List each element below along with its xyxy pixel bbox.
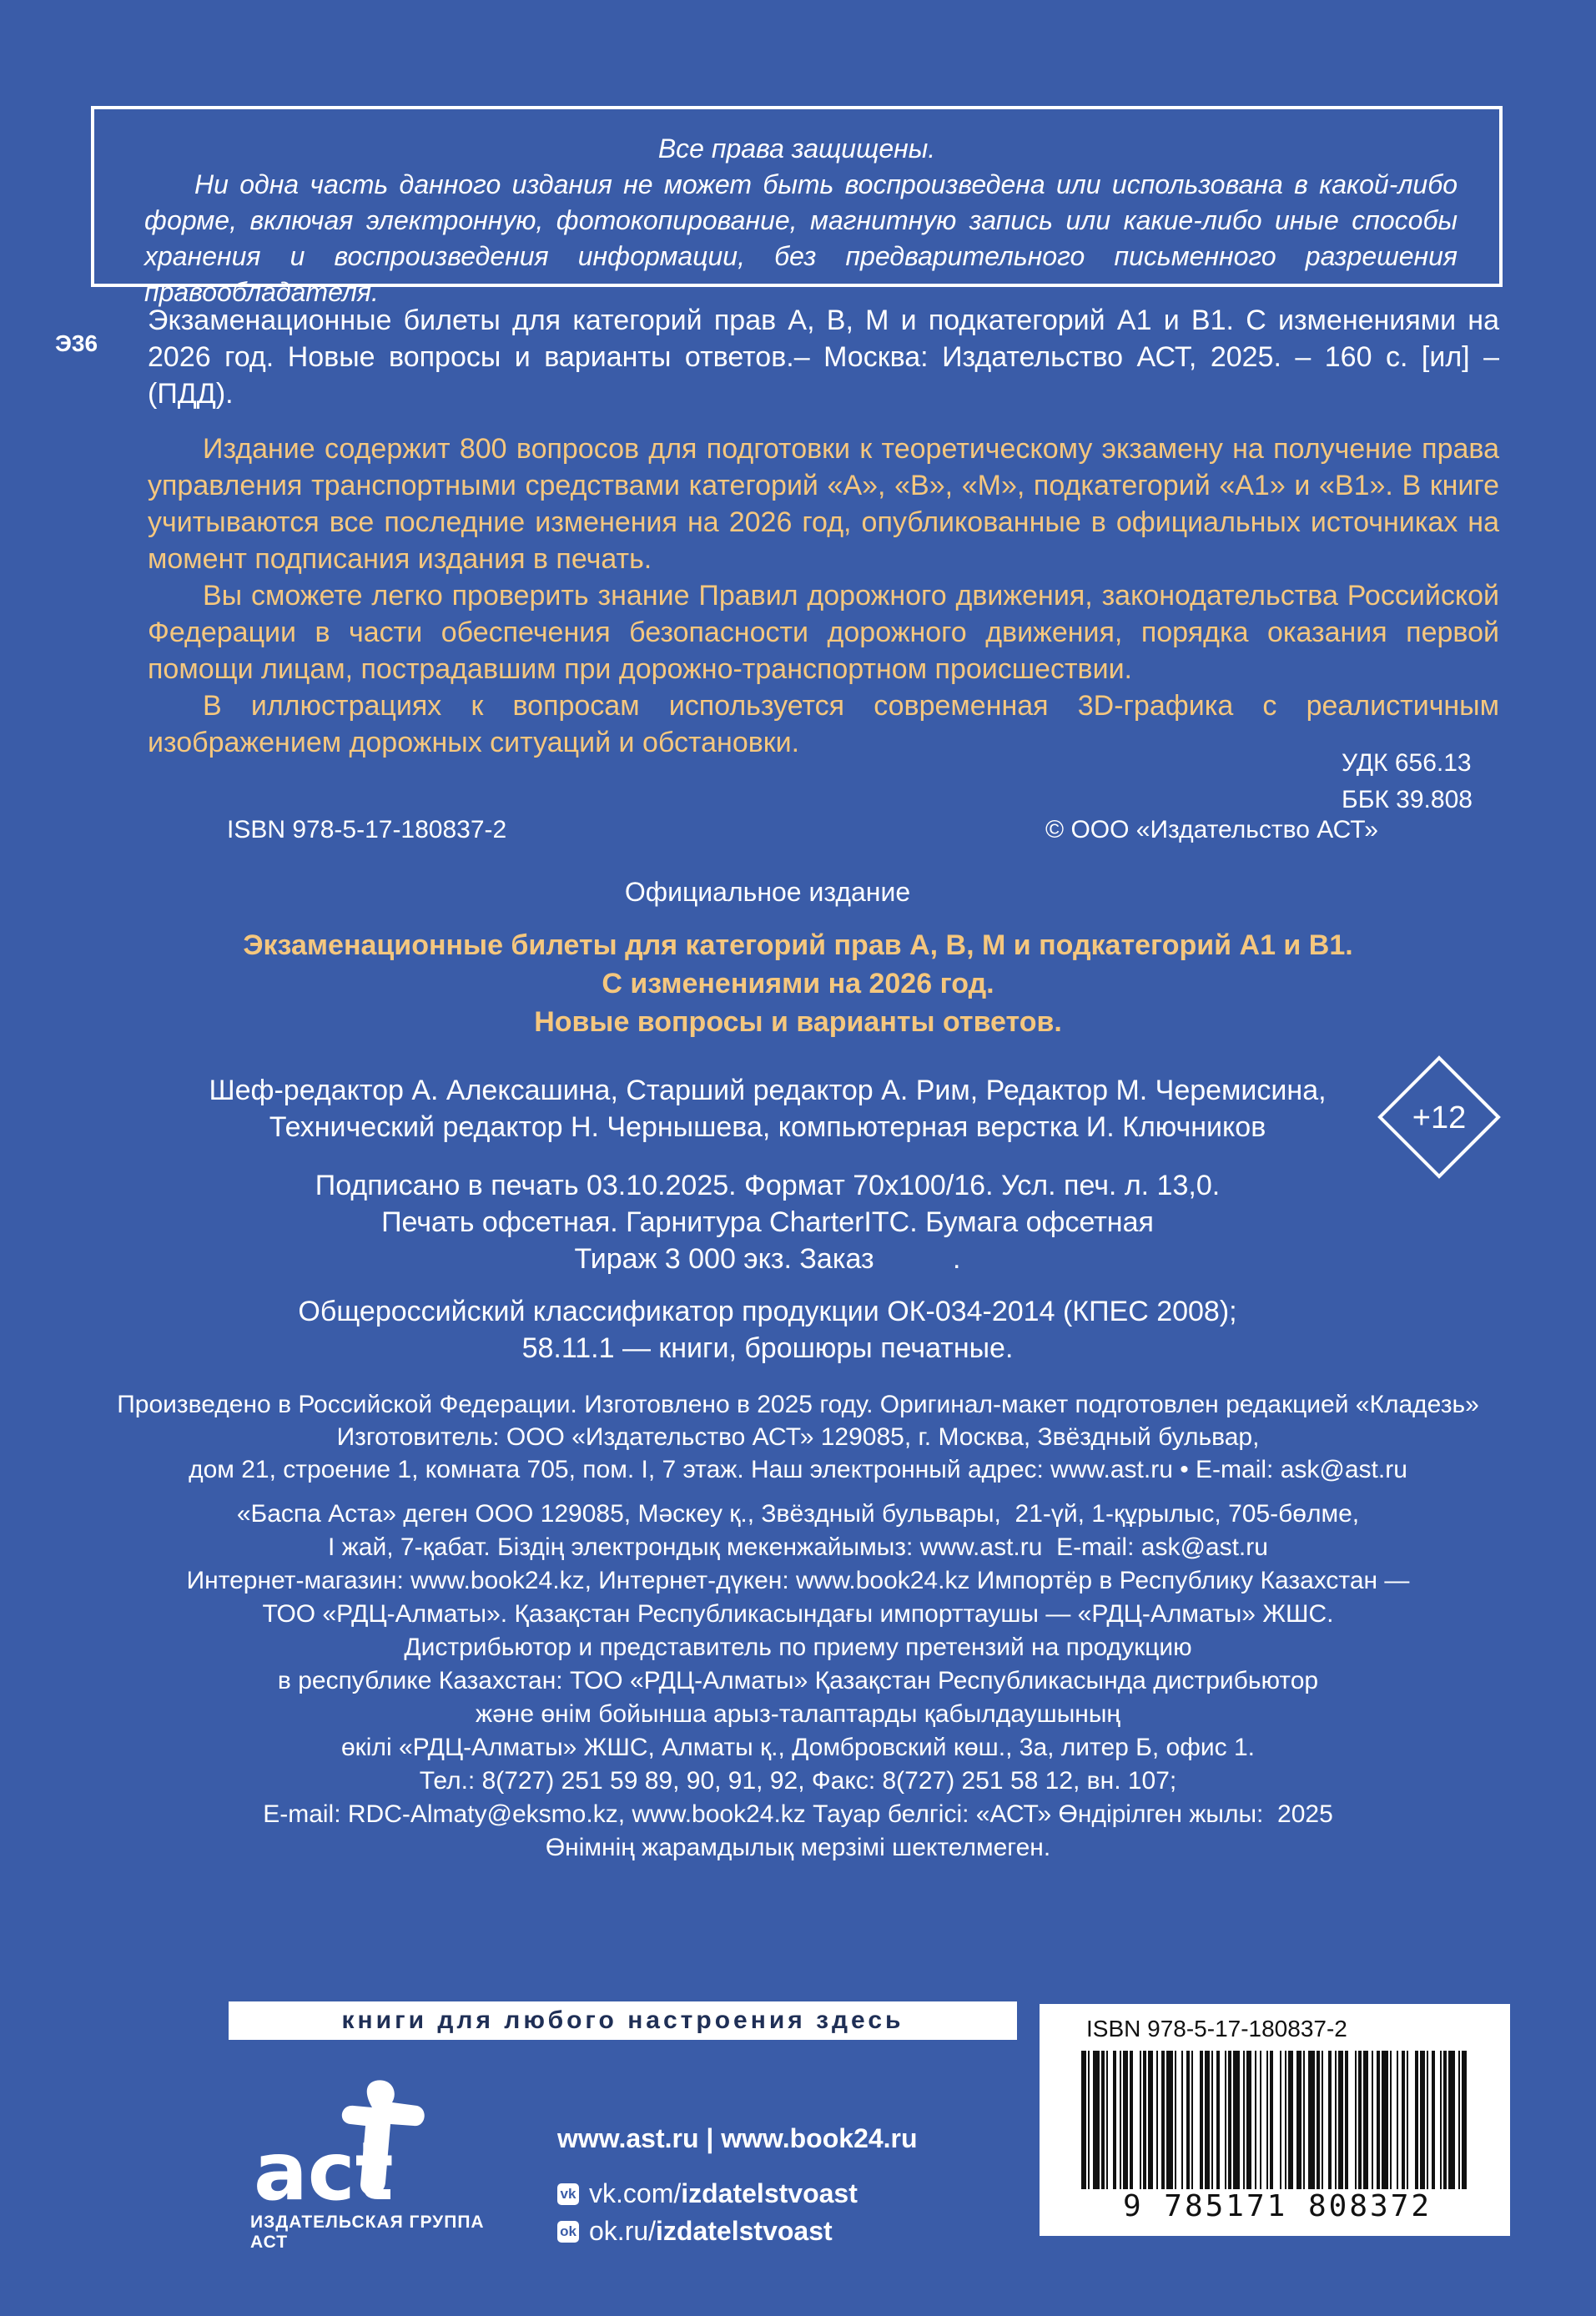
description-paragraph: В иллюстрациях к вопросам используется современная 3D-графика с реалистичным изображением дорожных ситуаций и обстановки.	[148, 690, 1499, 758]
editors-line: Технический редактор Н. Чернышева, компьютерная верстка И. Ключников	[269, 1111, 1266, 1143]
barcode-bar	[1328, 2051, 1332, 2189]
barcode-bar	[1303, 2051, 1305, 2189]
barcode-bar	[1130, 2051, 1133, 2189]
barcode-bar	[1415, 2051, 1418, 2189]
kazakh-line: I жай, 7-қабат. Біздің электрондық мекенжайымыз: www.ast.ru E-mail: ask@ast.ru	[328, 1533, 1268, 1561]
print-info	[0, 1167, 1535, 1277]
ok-handle: izdatelstvoast	[656, 2216, 833, 2246]
barcode-icon	[1081, 2051, 1473, 2189]
copyright-text: © ООО «Издательство АСТ»	[1045, 816, 1378, 843]
vk-icon: vk	[557, 2183, 579, 2205]
kazakh-line: Өнімнің жарамдылық мерзімі шектелмеген.	[545, 1834, 1051, 1861]
barcode-bar	[1166, 2051, 1173, 2189]
barcode-bar	[1427, 2051, 1428, 2189]
barcode-bar	[1156, 2051, 1158, 2189]
barcode-bar	[1288, 2051, 1293, 2189]
kazakh-line: Тел.: 8(727) 251 59 89, 90, 91, 92, Факс: 8(727) 251 58 12, вн. 107;	[419, 1767, 1177, 1795]
barcode-bar	[1255, 2051, 1256, 2189]
kazakh-line: ТОО «РДЦ-Алматы». Қазақстан Республикасындағы импорттаушы — «РДЦ-Алматы» ЖШС.	[262, 1600, 1334, 1628]
barcode-bar	[1266, 2051, 1268, 2189]
vk-link[interactable]	[557, 2175, 858, 2213]
barcode-bar	[1123, 2051, 1128, 2189]
rights-body: Ни одна часть данного издания не может быть воспроизведена или использована в какой-либо форме, включая электронную, фотокопирование, магнитную запись или какие-либо иные способы хранения и воспроизведения информации, без предварительного письменного разрешения правообладателя.	[144, 169, 1458, 307]
kazakh-line: Интернет-магазин: www.book24.kz, Интернет-дүкен: www.book24.kz Импортёр в Республику Казахстан —	[186, 1567, 1410, 1594]
slogan-banner: книги для любого настроения здесь	[229, 2001, 1017, 2040]
barcode-bar	[1081, 2051, 1086, 2189]
barcode-bar	[1382, 2051, 1388, 2189]
barcode-bar	[1420, 2051, 1425, 2189]
print-line: Печать офсетная. Гарнитура CharterITC. Бумага офсетная	[381, 1206, 1154, 1238]
classifier-line: Общероссийский классификатор продукции ОК-034-2014 (КПЕС 2008);	[298, 1296, 1237, 1327]
ast-logo-icon	[250, 2074, 434, 2216]
barcode-bar	[1233, 2051, 1240, 2189]
kazakh-line: E-mail: RDC-Almaty@eksmo.kz, www.book24.kz Тауар белгісі: «АСТ» Өндірілген жылы: 2025	[263, 1800, 1333, 1828]
vk-prefix: vk.com/	[589, 2178, 682, 2208]
barcode-bar	[1191, 2051, 1193, 2189]
catalog-code: Э36	[55, 330, 98, 356]
barcode-bar	[1355, 2051, 1357, 2189]
description-paragraph: Издание содержит 800 вопросов для подготовки к теоретическому экзамену на получение права управления транспортными средствами категорий «А», «В», «М», подкатегорий «А1» и «В1». В книге учитываются все последние изменения на 2026 год, опубликованные в официальных источниках на момент подписания издания в печать.	[148, 433, 1499, 575]
kazakh-line: в республике Казахстан: ТОО «РДЦ-Алматы» Қазақстан Республикасында дистрибьютор	[277, 1667, 1319, 1694]
ok-link[interactable]	[557, 2213, 858, 2250]
age-rating-text: +12	[1412, 1100, 1467, 1135]
barcode-bar	[1148, 2051, 1153, 2189]
barcode-bar	[1296, 2051, 1301, 2189]
barcode-bar	[1216, 2051, 1220, 2189]
barcode-bar	[1377, 2051, 1380, 2189]
kazakh-line: Дистрибьютор и представитель по приему претензий на продукцию	[404, 1634, 1192, 1661]
barcode-bar	[1280, 2051, 1281, 2189]
barcode-bar	[1140, 2051, 1141, 2189]
description-paragraph: Вы сможете легко проверить знание Правил дорожного движения, законодательства Российской Федерации в части обеспечения безопасности дорожного движения, порядка оказания первой помощи лицам, пострадавшим при дорожно-транспортном происшествии.	[148, 580, 1499, 685]
barcode-bar	[1443, 2051, 1447, 2189]
barcode-bar	[1175, 2051, 1176, 2189]
barcode-bar	[1402, 2051, 1405, 2189]
barcode-bar	[1345, 2051, 1348, 2189]
manufacturer-line: дом 21, строение 1, комната 705, пом. I, 7 этаж. Наш электронный адрес: www.ast.ru • E-mail: ask@ast.ru	[189, 1456, 1407, 1483]
manufacturer-info	[0, 1388, 1596, 1486]
vk-handle: izdatelstvoast	[681, 2178, 858, 2208]
title-line: С изменениями на 2026 год.	[602, 968, 994, 999]
barcode-bar	[1335, 2051, 1337, 2189]
age-rating-diamond-icon	[1377, 1055, 1502, 1180]
barcode-bar	[1260, 2051, 1261, 2189]
book-title	[0, 926, 1596, 1041]
barcode-bar	[1088, 2051, 1090, 2189]
rights-notice-box	[91, 106, 1503, 307]
age-rating-badge	[1377, 1055, 1502, 1180]
barcode-bar	[1106, 2051, 1108, 2189]
barcode-bar	[1407, 2051, 1408, 2189]
barcode-isbn: ISBN 978-5-17-180837-2	[1086, 2016, 1347, 2042]
barcode-bar	[1372, 2051, 1373, 2189]
barcode-bar	[1440, 2051, 1442, 2189]
barcode-bar	[1161, 2051, 1165, 2189]
product-classifier	[0, 1293, 1535, 1367]
barcode-bar	[1181, 2051, 1183, 2189]
ok-prefix: ok.ru/	[589, 2216, 657, 2246]
kazakhstan-info	[0, 1498, 1596, 1865]
barcode-bar	[1225, 2051, 1226, 2189]
title-line: Экзаменационные билеты для категорий прав А, В, М и подкатегорий А1 и В1.	[243, 929, 1353, 961]
barcode-bar	[1317, 2051, 1320, 2189]
logo-wordmark: act	[254, 2125, 394, 2216]
bbk-code: ББК 39.808	[1342, 786, 1473, 813]
barcode-bar	[1285, 2051, 1286, 2189]
barcode-bar	[1186, 2051, 1190, 2189]
editors-credits	[0, 1072, 1535, 1145]
social-links	[557, 2175, 858, 2250]
barcode-bar	[1228, 2051, 1231, 2189]
barcode-bar	[1363, 2051, 1368, 2189]
print-line: Подписано в печать 03.10.2025. Формат 70x100/16. Усл. печ. л. 13,0.	[315, 1170, 1221, 1201]
barcode-bar	[1093, 2051, 1100, 2189]
book-description	[148, 430, 1499, 761]
kazakh-line: және өнім бойынша арыз-талаптарды қабылдаушының	[476, 1700, 1120, 1728]
barcode-bar	[1308, 2051, 1315, 2189]
barcode-bar	[1270, 2051, 1273, 2189]
barcode-bar	[1338, 2051, 1343, 2189]
manufacturer-line: Произведено в Российской Федерации. Изготовлено в 2025 году. Оригинал-макет подготовлен редакцией «Кладезь»	[117, 1391, 1479, 1418]
udk-code: УДК 656.13	[1342, 749, 1472, 777]
barcode-bar	[1243, 2051, 1245, 2189]
barcode-number: 9 785171 808372	[1122, 2189, 1432, 2223]
barcode-bar	[1143, 2051, 1146, 2189]
barcode-bar	[1211, 2051, 1213, 2189]
print-line: Тираж 3 000 экз. Заказ .	[574, 1243, 961, 1275]
isbn-text: ISBN 978-5-17-180837-2	[227, 816, 507, 843]
ok-icon: ok	[557, 2221, 579, 2243]
editors-line: Шеф-редактор А. Алексашина, Старший редактор А. Рим, Редактор М. Черемисина,	[209, 1075, 1327, 1106]
barcode-bar	[1113, 2051, 1116, 2189]
barcode-bar	[1390, 2051, 1392, 2189]
bibliographic-entry: Экзаменационные билеты для категорий прав А, В, М и подкатегорий А1 и В1. С изменениями на 2026 год. Новые вопросы и варианты ответов.– Москва: Издательство АСТ, 2025. – 160 с. [ил] – (ПДД).	[148, 305, 1499, 410]
barcode-bar	[1432, 2051, 1435, 2189]
barcode-bar	[1101, 2051, 1105, 2189]
classification-codes	[1342, 745, 1473, 818]
rights-title: Все права защищены.	[657, 133, 936, 164]
website-links[interactable]: www.ast.ru | www.book24.ru	[557, 2123, 918, 2153]
logo-caption: ИЗДАТЕЛЬСКАЯ ГРУППА АСТ	[250, 2213, 485, 2252]
classifier-line: 58.11.1 — книги, брошюры печатные.	[521, 1332, 1014, 1364]
kazakh-line: өкілі «РДЦ-Алматы» ЖШС, Алматы қ., Домбровский көш., 3а, литер Б, офис 1.	[341, 1734, 1255, 1761]
barcode-block	[1040, 2004, 1510, 2236]
barcode-bar	[1462, 2051, 1467, 2189]
barcode-bar	[1200, 2051, 1203, 2189]
barcode-bar	[1458, 2051, 1460, 2189]
barcode-bar	[1322, 2051, 1323, 2189]
barcode-bar	[1358, 2051, 1362, 2189]
kazakh-line: «Баспа Аста» деген ООО 129085, Мәскеу қ., Звёздный бульвары, 21-үй, 1-құрылыс, 705-бөлме,	[236, 1500, 1360, 1528]
barcode-bar	[1120, 2051, 1121, 2189]
barcode-bar	[1397, 2051, 1398, 2189]
barcode-bar	[1205, 2051, 1210, 2189]
official-edition-label: Официальное издание	[624, 877, 911, 907]
title-line: Новые вопросы и варианты ответов.	[534, 1006, 1062, 1038]
manufacturer-line: Изготовитель: ООО «Издательство АСТ» 129085, г. Москва, Звёздный бульвар,	[336, 1423, 1260, 1451]
barcode-bar	[1448, 2051, 1455, 2189]
barcode-bar	[1246, 2051, 1251, 2189]
